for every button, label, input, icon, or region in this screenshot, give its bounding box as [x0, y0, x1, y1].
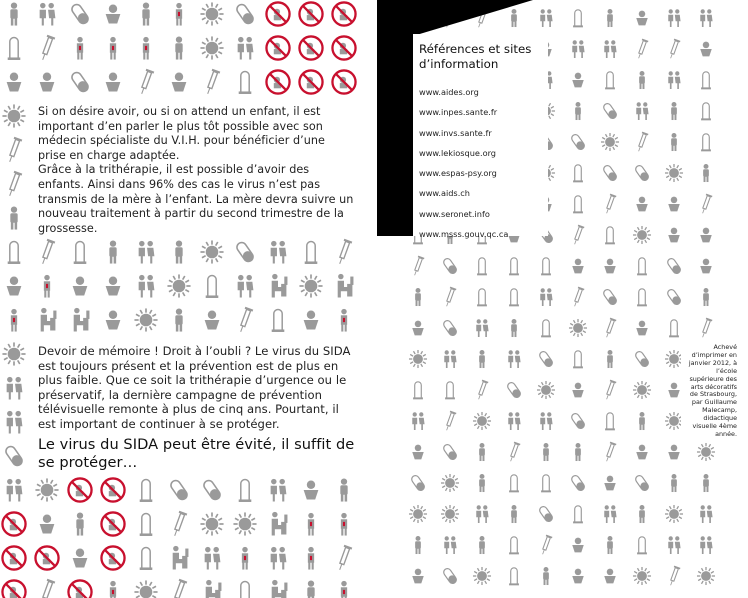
syringe-icon: [636, 132, 649, 153]
person-icon: [511, 505, 517, 523]
pill-icon: [570, 412, 585, 430]
black-corner-tab: [377, 0, 413, 236]
tritherapy-paragraph: Grâce à la trithérapie, il est possible d’avoir des enfants. Ainsi dans 96% des cas le virus n’est pas transmis de la mère à l’enfant. La mère devra suivre un nouveau traitement à partir du second trimestre de la grossesse.: [38, 163, 354, 235]
person-icon: [479, 443, 485, 461]
syringe-icon: [336, 239, 353, 266]
syringe-icon: [171, 511, 188, 538]
couple-icon: [668, 9, 680, 27]
person-icon: [543, 567, 549, 585]
sun-icon: [665, 164, 683, 182]
sun-icon: [134, 580, 157, 598]
pill-icon: [442, 567, 457, 585]
couple-icon: [636, 102, 648, 120]
sun-icon: [633, 381, 651, 399]
baby-icon: [106, 73, 121, 92]
baby-icon: [73, 277, 88, 296]
couple-icon: [508, 412, 520, 430]
pill-icon: [634, 164, 649, 182]
pill-icon: [169, 479, 189, 502]
syringe-icon: [237, 307, 254, 334]
condom-icon: [477, 258, 487, 276]
pill-icon: [202, 479, 222, 502]
prohibition-sign-icon: [332, 2, 355, 25]
black-corner-wedge: [413, 0, 533, 36]
person-icon: [607, 350, 613, 368]
baby-icon: [572, 569, 583, 584]
couple-icon: [604, 40, 616, 58]
pill-icon: [4, 445, 24, 468]
pill-icon: [570, 133, 585, 151]
baby-icon: [668, 445, 679, 460]
condom-icon: [140, 548, 153, 570]
syringe-icon: [508, 442, 521, 463]
pill-icon: [602, 164, 617, 182]
sun-icon: [697, 443, 715, 461]
pill-icon: [442, 443, 457, 461]
baby-icon: [7, 277, 22, 296]
condom-icon: [573, 196, 583, 214]
condom-icon: [8, 242, 21, 264]
pill-icon: [602, 102, 617, 120]
couple-icon: [668, 71, 680, 89]
pill-icon: [70, 71, 90, 94]
sun-icon: [569, 319, 587, 337]
prohibition-sign-icon: [332, 70, 355, 93]
pill-icon: [70, 3, 90, 26]
couple-icon: [604, 505, 616, 523]
condom-icon: [509, 475, 519, 493]
person-icon: [479, 536, 485, 554]
sun-icon: [409, 350, 427, 368]
baby-icon: [668, 383, 679, 398]
baby-icon: [604, 569, 615, 584]
baby-icon: [412, 569, 423, 584]
baby-icon: [604, 476, 615, 491]
person-icon: [415, 536, 421, 554]
person-icon: [175, 36, 182, 59]
sun-icon: [200, 240, 223, 263]
condom-icon: [637, 537, 647, 555]
couple-icon: [476, 319, 488, 337]
couple-icon: [540, 288, 552, 306]
condom-icon: [305, 242, 318, 264]
baby-icon: [572, 383, 583, 398]
syringe-icon: [540, 535, 553, 556]
toilet-icon: [206, 580, 222, 598]
person-icon: [76, 512, 83, 535]
references-list: [419, 82, 542, 244]
condom-icon: [605, 72, 615, 90]
person-icon: [415, 288, 421, 306]
reference-link[interactable]: www.lekiosque.org: [419, 147, 496, 158]
blood-drop-icon: [341, 309, 347, 332]
prohibition-sign-icon: [266, 36, 289, 59]
person-icon: [307, 580, 314, 598]
blood-drop-icon: [44, 275, 50, 298]
couple-icon: [444, 350, 456, 368]
couple-icon: [668, 536, 680, 554]
pill-icon: [410, 474, 425, 492]
person-icon: [671, 133, 677, 151]
baby-icon: [700, 228, 711, 243]
pill-icon: [666, 288, 681, 306]
baby-icon: [636, 197, 647, 212]
prohibition-sign-icon: [101, 512, 124, 535]
syringe-icon: [604, 194, 617, 215]
person-icon: [175, 308, 182, 331]
couple-icon: [540, 9, 552, 27]
sun-icon: [441, 474, 459, 492]
syringe-icon: [39, 579, 56, 598]
sun-icon: [697, 567, 715, 585]
person-icon: [639, 412, 645, 430]
baby-icon: [172, 73, 187, 92]
syringe-icon: [604, 442, 617, 463]
reference-link[interactable]: www.aides.org: [419, 87, 479, 97]
prohibition-sign-icon: [2, 546, 25, 569]
person-icon: [511, 319, 517, 337]
person-icon: [175, 240, 182, 263]
reference-link[interactable]: www.seronet.info: [419, 208, 490, 219]
sun-icon: [134, 308, 157, 331]
baby-icon: [205, 311, 220, 330]
prohibition-sign-icon: [2, 580, 25, 598]
couple-icon: [444, 536, 456, 554]
sun-icon: [409, 505, 427, 523]
syringe-icon: [700, 194, 713, 215]
prohibition-sign-icon: [101, 546, 124, 569]
prohibition-sign-icon: [2, 512, 25, 535]
pill-icon: [235, 3, 255, 26]
sun-icon: [473, 412, 491, 430]
references-box: [413, 34, 548, 240]
baby-icon: [572, 259, 583, 274]
toilet-icon: [173, 546, 189, 570]
baby-icon: [106, 277, 121, 296]
person-icon: [543, 443, 549, 461]
pill-icon: [538, 350, 553, 368]
person-icon: [10, 206, 17, 229]
couple-icon: [572, 40, 584, 58]
condom-icon: [637, 258, 647, 276]
couple-icon: [205, 547, 221, 570]
couple-icon: [700, 536, 712, 554]
condom-icon: [239, 480, 252, 502]
condom-icon: [701, 134, 711, 152]
couple-icon: [7, 479, 23, 502]
colophon: Achevé d’imprimer en janvier 2012, à l’école supérieure des arts décoratifs de Strasbourg, par Guillaume Malecamp, didactique visuelle 4ème année.: [681, 344, 737, 439]
prohibition-sign-icon: [299, 36, 322, 59]
sun-icon: [633, 567, 651, 585]
baby-icon: [73, 549, 88, 568]
condom-icon: [140, 480, 153, 502]
pill-icon: [235, 241, 255, 264]
blood-drop-icon: [77, 37, 83, 60]
couple-icon: [139, 241, 155, 264]
syringe-icon: [138, 69, 155, 96]
baby-icon: [412, 321, 423, 336]
person-icon: [703, 288, 709, 306]
memory-text-block: [34, 340, 364, 470]
syringe-icon: [39, 35, 56, 62]
toilet-icon: [41, 308, 57, 332]
baby-icon: [7, 73, 22, 92]
condom-icon: [637, 289, 647, 307]
condom-icon: [272, 310, 285, 332]
syringe-icon: [39, 239, 56, 266]
couple-icon: [476, 505, 488, 523]
syringe-icon: [636, 39, 649, 60]
blood-drop-icon: [341, 581, 347, 598]
syringe-icon: [572, 287, 585, 308]
reference-link[interactable]: www.inpes.sante.fr: [419, 107, 498, 118]
condom-icon: [509, 289, 519, 307]
person-icon: [479, 474, 485, 492]
prohibition-sign-icon: [266, 2, 289, 25]
pregnancy-text-block: [34, 99, 360, 236]
baby-icon: [604, 259, 615, 274]
sun-icon: [2, 104, 25, 127]
syringe-icon: [700, 318, 713, 339]
references-title: Références et sites d’information: [419, 42, 532, 71]
syringe-icon: [336, 545, 353, 572]
pill-icon: [666, 257, 681, 275]
condom-icon: [509, 537, 519, 555]
person-icon: [575, 102, 581, 120]
syringe-icon: [444, 411, 457, 432]
condom-icon: [509, 568, 519, 586]
syringe-icon: [476, 380, 489, 401]
person-icon: [109, 240, 116, 263]
syringe-icon: [572, 225, 585, 246]
reference-link[interactable]: www.msss.gouv.qc.ca: [419, 229, 509, 240]
couple-icon: [7, 411, 23, 434]
prohibition-sign-icon: [68, 478, 91, 501]
sun-icon: [200, 512, 223, 535]
syringe-icon: [668, 39, 681, 60]
baby-icon: [106, 5, 121, 24]
sun-icon: [537, 381, 555, 399]
prohibition-sign-icon: [299, 70, 322, 93]
person-icon: [639, 505, 645, 523]
sun-icon: [665, 505, 683, 523]
sun-icon: [299, 274, 322, 297]
sun-icon: [473, 567, 491, 585]
person-icon: [575, 443, 581, 461]
person-icon: [671, 102, 677, 120]
condom-icon: [573, 351, 583, 369]
baby-icon: [636, 321, 647, 336]
prohibition-sign-icon: [68, 580, 91, 598]
pill-icon: [506, 381, 521, 399]
baby-icon: [40, 73, 55, 92]
baby-icon: [40, 515, 55, 534]
person-icon: [671, 474, 677, 492]
couple-icon: [271, 479, 287, 502]
syringe-icon: [171, 579, 188, 598]
baby-icon: [304, 311, 319, 330]
blood-drop-icon: [242, 547, 248, 570]
sun-icon: [35, 478, 58, 501]
couple-icon: [700, 9, 712, 27]
couple-icon: [40, 3, 56, 26]
condom-icon: [541, 258, 551, 276]
toilet-icon: [272, 512, 288, 536]
blood-drop-icon: [176, 3, 182, 26]
sun-icon: [233, 512, 256, 535]
syringe-icon: [668, 566, 681, 587]
sun-icon: [633, 226, 651, 244]
blood-drop-icon: [110, 581, 116, 598]
blood-drop-icon: [11, 309, 17, 332]
condom-icon: [8, 38, 21, 60]
pill-icon: [634, 350, 649, 368]
condom-icon: [701, 72, 711, 90]
person-icon: [639, 71, 645, 89]
tagline: Le virus du SIDA peut être évité, il suffit de se protéger…: [38, 435, 355, 471]
sun-icon: [601, 133, 619, 151]
condom-icon: [140, 514, 153, 536]
person-icon: [479, 350, 485, 368]
syringe-icon: [604, 380, 617, 401]
blood-drop-icon: [143, 37, 149, 60]
condom-icon: [509, 258, 519, 276]
condom-icon: [573, 506, 583, 524]
pill-icon: [602, 288, 617, 306]
pill-icon: [442, 257, 457, 275]
person-icon: [703, 164, 709, 182]
condom-icon: [239, 72, 252, 94]
syringe-icon: [204, 69, 221, 96]
couple-icon: [508, 350, 520, 368]
reference-link[interactable]: www.invs.sante.fr: [419, 127, 492, 138]
sun-icon: [200, 36, 223, 59]
baby-icon: [668, 197, 679, 212]
condom-icon: [206, 276, 219, 298]
couple-icon: [700, 505, 712, 523]
syringe-icon: [604, 318, 617, 339]
pregnancy-paragraph: Si on désire avoir, ou si on attend un enfant, il est important d’en parler le plus tôt possible avec son médecin spécialiste du V.I.H. pour bénéficier d’une prise en charge adaptée.: [38, 105, 325, 162]
sun-icon: [2, 342, 25, 365]
baby-icon: [668, 228, 679, 243]
toilet-icon: [74, 308, 90, 332]
baby-icon: [636, 445, 647, 460]
syringe-icon: [6, 137, 23, 164]
memory-paragraph: Devoir de mémoire ! Droit à l’oubli ? Le virus du SIDA est toujours présent et la prévention est de plus en plus faible. Que ce soit la trithérapie d’urgence ou le préservatif, la dernière campagne de prévention télévisuelle remonte à plus de cinq ans. Pourtant, il est important de continuer à se protéger.: [38, 344, 351, 431]
couple-icon: [412, 412, 424, 430]
condom-icon: [573, 10, 583, 28]
baby-icon: [700, 42, 711, 57]
toilet-icon: [338, 274, 354, 298]
toilet-icon: [272, 580, 288, 598]
condom-icon: [413, 382, 423, 400]
syringe-icon: [6, 171, 23, 198]
pill-icon: [634, 474, 649, 492]
prohibition-sign-icon: [101, 478, 124, 501]
baby-icon: [700, 259, 711, 274]
condom-icon: [541, 320, 551, 338]
reference-link[interactable]: www.espas-psy.org: [419, 168, 497, 179]
blood-drop-icon: [341, 513, 347, 536]
couple-icon: [271, 241, 287, 264]
toilet-icon: [272, 274, 288, 298]
blood-drop-icon: [308, 513, 314, 536]
blood-drop-icon: [110, 37, 116, 60]
reference-link[interactable]: www.aids.ch: [419, 188, 470, 199]
prohibition-sign-icon: [332, 36, 355, 59]
pill-icon: [570, 474, 585, 492]
syringe-icon: [412, 256, 425, 277]
person-icon: [142, 2, 149, 25]
sun-icon: [167, 274, 190, 297]
couple-icon: [271, 547, 287, 570]
blood-drop-icon: [308, 547, 314, 570]
condom-icon: [477, 289, 487, 307]
couple-icon: [7, 377, 23, 400]
condom-icon: [669, 320, 679, 338]
condom-icon: [541, 475, 551, 493]
baby-icon: [572, 538, 583, 553]
condom-icon: [74, 242, 87, 264]
couple-icon: [238, 37, 254, 60]
couple-icon: [540, 412, 552, 430]
baby-icon: [304, 481, 319, 500]
condom-icon: [445, 382, 455, 400]
condom-icon: [605, 227, 615, 245]
prohibition-sign-icon: [35, 546, 58, 569]
syringe-icon: [444, 287, 457, 308]
person-icon: [607, 536, 613, 554]
person-icon: [703, 474, 709, 492]
baby-icon: [106, 311, 121, 330]
baby-icon: [636, 11, 647, 26]
person-icon: [10, 2, 17, 25]
condom-icon: [573, 165, 583, 183]
couple-icon: [238, 275, 254, 298]
page-edge: [738, 0, 748, 598]
condom-icon: [239, 582, 252, 598]
prohibition-sign-icon: [299, 2, 322, 25]
person-icon: [340, 478, 347, 501]
couple-icon: [139, 275, 155, 298]
pill-icon: [538, 505, 553, 523]
sun-icon: [200, 2, 223, 25]
sun-icon: [441, 505, 459, 523]
baby-icon: [412, 445, 423, 460]
baby-icon: [572, 73, 583, 88]
person-icon: [607, 9, 613, 27]
condom-icon: [605, 413, 615, 431]
prohibition-sign-icon: [266, 70, 289, 93]
condom-icon: [701, 103, 711, 121]
pill-icon: [442, 319, 457, 337]
